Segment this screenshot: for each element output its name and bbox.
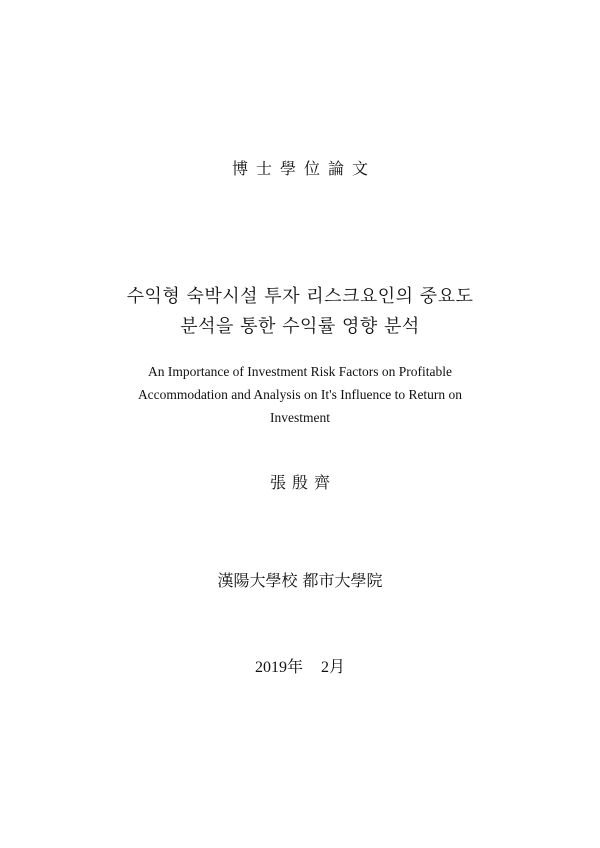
institution: 漢陽大學校 都市大學院	[217, 571, 383, 590]
english-title-line-3: Investment	[270, 410, 330, 425]
author-name: 張殷齊	[269, 473, 336, 492]
degree-type: 博士學位論文	[231, 159, 376, 178]
english-title-line-2: Accommodation and Analysis on It's Influence to Return on	[137, 387, 463, 402]
submission-year: 2019年	[254, 659, 303, 676]
korean-title-line-2: 분석을 통한 수익률 영향 분석	[180, 316, 420, 337]
english-title-line-1: An Importance of Investment Risk Factors on Profitable	[147, 364, 453, 379]
korean-title-line-1: 수익형 숙박시설 투자 리스크요인의 중요도	[126, 286, 474, 307]
submission-date	[0, 654, 600, 677]
submission-month: 2月	[321, 659, 346, 676]
